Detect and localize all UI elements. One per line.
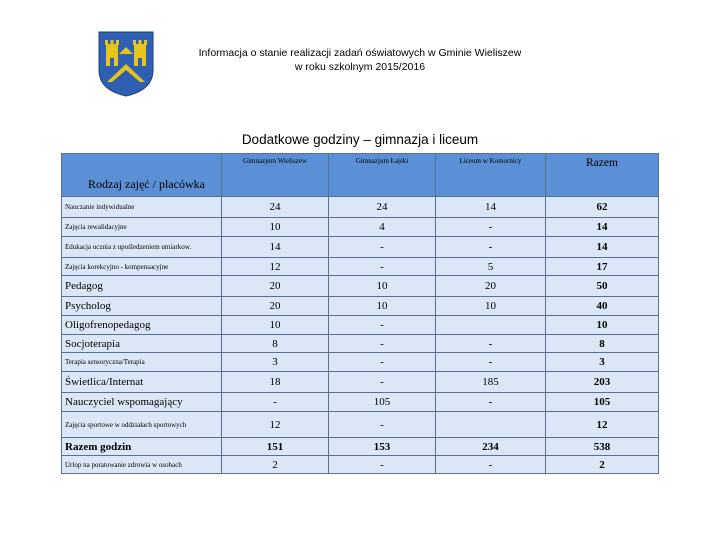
column-header: Gimnazjum Łajski bbox=[329, 154, 436, 197]
total-cell: 14 bbox=[546, 218, 659, 237]
row-label: Nauczanie indywidualne bbox=[62, 197, 222, 218]
value-cell: 151 bbox=[222, 438, 329, 456]
row-label: Pedagog bbox=[62, 276, 222, 297]
total-cell: 50 bbox=[546, 276, 659, 297]
value-cell: - bbox=[329, 456, 436, 474]
value-cell: - bbox=[436, 393, 546, 412]
value-cell: 20 bbox=[436, 276, 546, 297]
total-cell: 14 bbox=[546, 237, 659, 258]
corner-header: Rodzaj zajęć / placówka bbox=[62, 154, 222, 197]
value-cell: 20 bbox=[222, 297, 329, 316]
table-row bbox=[62, 197, 659, 218]
column-header-total: Razem bbox=[546, 154, 659, 197]
table-row bbox=[62, 297, 659, 316]
total-cell: 17 bbox=[546, 258, 659, 276]
row-label: Zajęcia korekcyjno - kompensacyjne bbox=[62, 258, 222, 276]
total-cell: 40 bbox=[546, 297, 659, 316]
value-cell: 105 bbox=[329, 393, 436, 412]
table-row bbox=[62, 258, 659, 276]
total-cell: 62 bbox=[546, 197, 659, 218]
value-cell: 8 bbox=[222, 335, 329, 353]
value-cell: - bbox=[222, 393, 329, 412]
row-label: Urlop na poratowanie zdrowia w osobach bbox=[62, 456, 222, 474]
total-cell: 2 bbox=[546, 456, 659, 474]
value-cell: - bbox=[329, 316, 436, 335]
header-line-1: Informacja o stanie realizacji zadań oświatowych w Gminie Wieliszew bbox=[198, 47, 522, 59]
value-cell: 10 bbox=[222, 218, 329, 237]
header-line-2: w roku szkolnym 2015/2016 bbox=[294, 61, 426, 73]
column-header: Liceum w Komornicy bbox=[436, 154, 546, 197]
table-row bbox=[62, 218, 659, 237]
total-cell: 10 bbox=[546, 316, 659, 335]
total-cell: 3 bbox=[546, 353, 659, 372]
hours-table bbox=[61, 153, 659, 474]
value-cell: 20 bbox=[222, 276, 329, 297]
value-cell: - bbox=[329, 237, 436, 258]
row-label: Terapia sensoryczna/Terapia bbox=[62, 353, 222, 372]
row-label: Nauczyciel wspomagający bbox=[62, 393, 222, 412]
table-row bbox=[62, 456, 659, 474]
total-cell: 203 bbox=[546, 372, 659, 393]
value-cell: - bbox=[436, 353, 546, 372]
total-cell: 105 bbox=[546, 393, 659, 412]
value-cell: - bbox=[436, 456, 546, 474]
row-label: Psycholog bbox=[62, 297, 222, 316]
value-cell: 185 bbox=[436, 372, 546, 393]
value-cell bbox=[436, 412, 546, 438]
value-cell: 3 bbox=[222, 353, 329, 372]
table-row bbox=[62, 372, 659, 393]
value-cell: 10 bbox=[222, 316, 329, 335]
value-cell: - bbox=[436, 335, 546, 353]
value-cell: 24 bbox=[329, 197, 436, 218]
value-cell: 10 bbox=[436, 297, 546, 316]
table-row bbox=[62, 393, 659, 412]
table-row bbox=[62, 237, 659, 258]
row-label: Razem godzin bbox=[62, 438, 222, 456]
value-cell: - bbox=[329, 372, 436, 393]
coat-of-arms-icon bbox=[97, 30, 155, 98]
value-cell: - bbox=[329, 258, 436, 276]
document-header bbox=[170, 46, 550, 74]
value-cell: - bbox=[436, 218, 546, 237]
table-row bbox=[62, 412, 659, 438]
value-cell: 24 bbox=[222, 197, 329, 218]
value-cell: 14 bbox=[222, 237, 329, 258]
value-cell: 12 bbox=[222, 258, 329, 276]
row-label: Świetlica/Internat bbox=[62, 372, 222, 393]
row-label: Zajęcia sportowe w oddziałach sportowych bbox=[62, 412, 222, 438]
table-row bbox=[62, 353, 659, 372]
row-label: Oligofrenopedagog bbox=[62, 316, 222, 335]
value-cell: 5 bbox=[436, 258, 546, 276]
value-cell: - bbox=[329, 353, 436, 372]
row-label: Socjoterapia bbox=[62, 335, 222, 353]
row-label: Edukacja ucznia z upośledzeniem umiarkow. bbox=[62, 237, 222, 258]
value-cell bbox=[436, 316, 546, 335]
table-row bbox=[62, 335, 659, 353]
table-header-row bbox=[62, 154, 659, 197]
table-row bbox=[62, 438, 659, 456]
value-cell: 14 bbox=[436, 197, 546, 218]
value-cell: 234 bbox=[436, 438, 546, 456]
total-cell: 12 bbox=[546, 412, 659, 438]
value-cell: 18 bbox=[222, 372, 329, 393]
value-cell: 2 bbox=[222, 456, 329, 474]
value-cell: 153 bbox=[329, 438, 436, 456]
table-row bbox=[62, 276, 659, 297]
total-cell: 538 bbox=[546, 438, 659, 456]
row-label: Zajęcia rewalidacyjne bbox=[62, 218, 222, 237]
table-row bbox=[62, 316, 659, 335]
value-cell: - bbox=[329, 335, 436, 353]
value-cell: - bbox=[329, 412, 436, 438]
column-header: Gimnazjum Wieliszew bbox=[222, 154, 329, 197]
value-cell: 12 bbox=[222, 412, 329, 438]
value-cell: 10 bbox=[329, 297, 436, 316]
table-title: Dodatkowe godziny – gimnazja i liceum bbox=[241, 132, 479, 147]
value-cell: 4 bbox=[329, 218, 436, 237]
value-cell: - bbox=[436, 237, 546, 258]
total-cell: 8 bbox=[546, 335, 659, 353]
value-cell: 10 bbox=[329, 276, 436, 297]
